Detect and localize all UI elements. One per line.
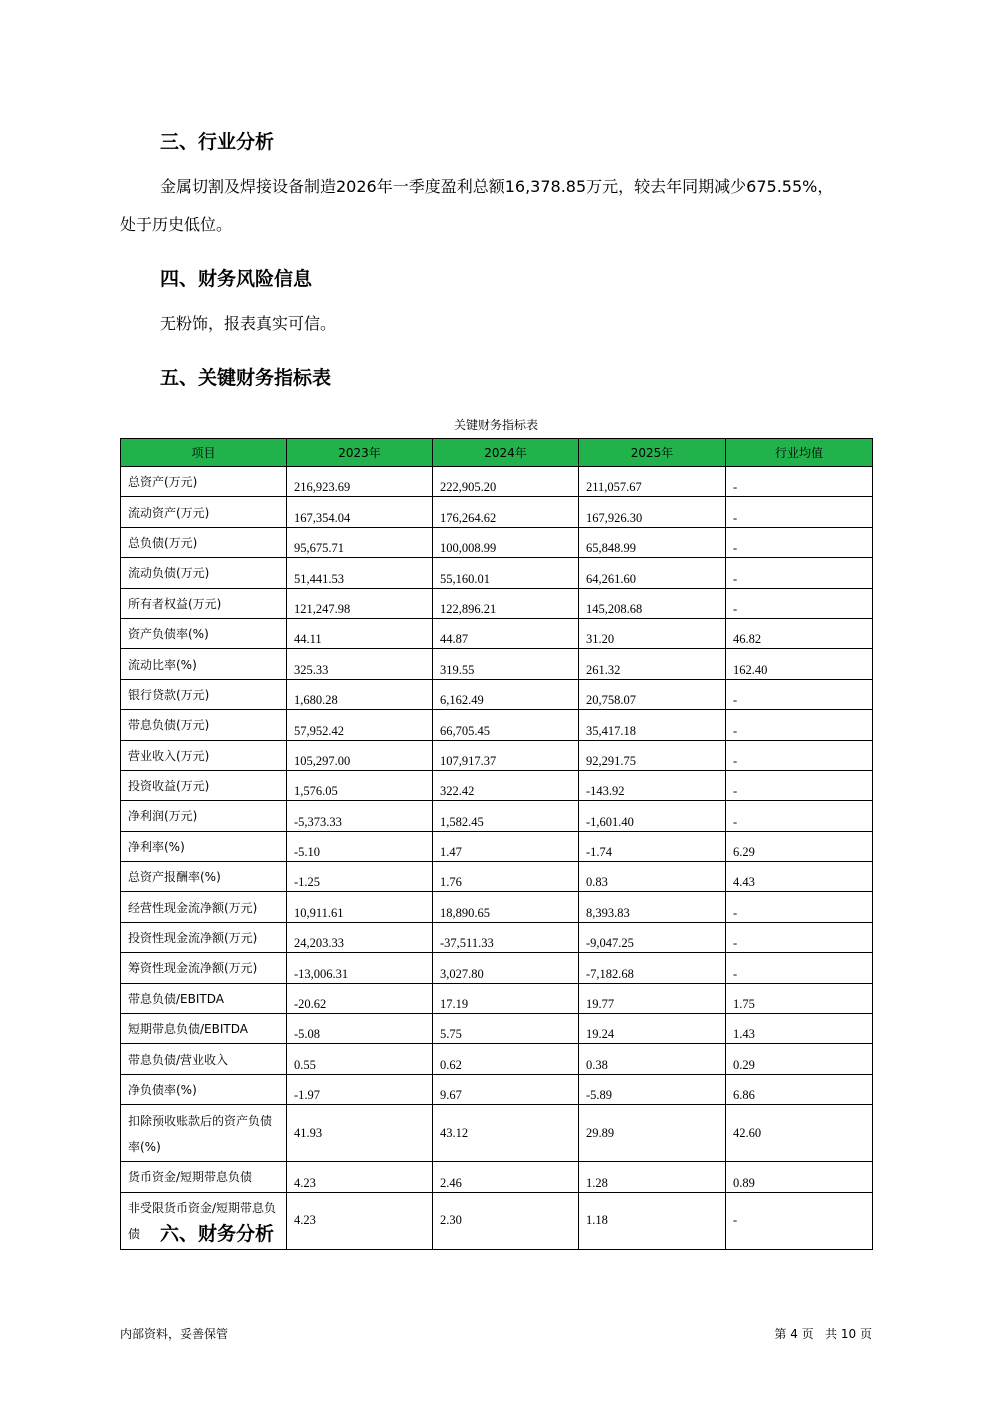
row-label: 筹资性现金流净额(万元) (121, 953, 287, 983)
row-value: 4.23 (287, 1162, 433, 1192)
row-value: - (726, 497, 873, 527)
row-value: -1,601.40 (579, 801, 726, 831)
table-row (121, 497, 873, 527)
table-row (121, 1044, 873, 1074)
page-number: 第 4 页 共 10 页 (774, 1327, 872, 1341)
table-row (121, 801, 873, 831)
row-value: 4.23 (287, 1192, 433, 1249)
table-row (121, 558, 873, 588)
row-value: 1.75 (726, 983, 873, 1013)
row-value: 1.43 (726, 1014, 873, 1044)
row-label: 投资性现金流净额(万元) (121, 922, 287, 952)
table-row (121, 983, 873, 1013)
row-value: -1.97 (287, 1074, 433, 1104)
row-label: 流动负债(万元) (121, 558, 287, 588)
row-value: - (726, 953, 873, 983)
row-value: 0.55 (287, 1044, 433, 1074)
row-value: - (726, 892, 873, 922)
table-row (121, 679, 873, 709)
row-label: 净利润(万元) (121, 801, 287, 831)
table-row (121, 618, 873, 648)
row-value: 57,952.42 (287, 710, 433, 740)
row-label: 带息负债/EBITDA (121, 983, 287, 1013)
row-value: - (726, 770, 873, 800)
row-value: 51,441.53 (287, 558, 433, 588)
row-value: 24,203.33 (287, 922, 433, 952)
row-value: 319.55 (433, 649, 579, 679)
row-value: 3,027.80 (433, 953, 579, 983)
row-value: 4.43 (726, 862, 873, 892)
row-value: 1,680.28 (287, 679, 433, 709)
row-label: 流动比率(%) (121, 649, 287, 679)
row-value: -37,511.33 (433, 922, 579, 952)
row-value: 95,675.71 (287, 527, 433, 557)
table-caption: 关键财务指标表 (453, 418, 538, 432)
row-value: 6.29 (726, 831, 873, 861)
table-row (121, 862, 873, 892)
row-value: 6,162.49 (433, 679, 579, 709)
row-value: 1.18 (579, 1192, 726, 1249)
header-2025: 2025年 (579, 439, 726, 467)
row-value: 42.60 (726, 1105, 873, 1162)
row-value: 0.29 (726, 1044, 873, 1074)
row-value: 1,576.05 (287, 770, 433, 800)
row-value: - (726, 1192, 873, 1249)
row-value: 167,354.04 (287, 497, 433, 527)
row-value: 167,926.30 (579, 497, 726, 527)
row-value: -5,373.33 (287, 801, 433, 831)
section-4-text: 无粉饰，报表真实可信。 (160, 314, 337, 333)
table-row (121, 740, 873, 770)
row-value: 107,917.37 (433, 740, 579, 770)
row-value: 176,264.62 (433, 497, 579, 527)
table-row (121, 953, 873, 983)
row-label: 净负债率(%) (121, 1074, 287, 1104)
row-label: 资产负债率(%) (121, 618, 287, 648)
row-label: 货币资金/短期带息负债 (121, 1162, 287, 1192)
table-row (121, 770, 873, 800)
row-value: 0.62 (433, 1044, 579, 1074)
row-value: -5.08 (287, 1014, 433, 1044)
row-value: - (726, 801, 873, 831)
row-value: 19.77 (579, 983, 726, 1013)
table-row (121, 892, 873, 922)
row-label: 经营性现金流净额(万元) (121, 892, 287, 922)
row-value: - (726, 922, 873, 952)
row-value: - (726, 588, 873, 618)
row-value: 29.89 (579, 1105, 726, 1162)
row-value: 19.24 (579, 1014, 726, 1044)
row-label: 银行贷款(万元) (121, 679, 287, 709)
section-4-title: 四、财务风险信息 (160, 268, 313, 290)
row-value: -9,047.25 (579, 922, 726, 952)
row-value: -1.74 (579, 831, 726, 861)
row-value: -20.62 (287, 983, 433, 1013)
row-value: 20,758.07 (579, 679, 726, 709)
table-row (121, 588, 873, 618)
table-row (121, 710, 873, 740)
row-value: 55,160.01 (433, 558, 579, 588)
table-row (121, 922, 873, 952)
row-value: -143.92 (579, 770, 726, 800)
row-value: -1.25 (287, 862, 433, 892)
row-value: 325.33 (287, 649, 433, 679)
row-value: 322.42 (433, 770, 579, 800)
row-value: -5.10 (287, 831, 433, 861)
row-label: 总资产报酬率(%) (121, 862, 287, 892)
row-value: 2.46 (433, 1162, 579, 1192)
row-value: 0.89 (726, 1162, 873, 1192)
row-value: 121,247.98 (287, 588, 433, 618)
row-value: 100,008.99 (433, 527, 579, 557)
row-value: 44.11 (287, 618, 433, 648)
row-value: 64,261.60 (579, 558, 726, 588)
row-value: - (726, 467, 873, 497)
row-value: 0.38 (579, 1044, 726, 1074)
row-value: 1,582.45 (433, 801, 579, 831)
row-value: 65,848.99 (579, 527, 726, 557)
row-value: 35,417.18 (579, 710, 726, 740)
table-row (121, 831, 873, 861)
row-label: 营业收入(万元) (121, 740, 287, 770)
row-value: - (726, 527, 873, 557)
row-value: 2.30 (433, 1192, 579, 1249)
row-value: 1.28 (579, 1162, 726, 1192)
row-value: - (726, 740, 873, 770)
header-2024: 2024年 (433, 439, 579, 467)
row-value: 216,923.69 (287, 467, 433, 497)
row-label: 净利率(%) (121, 831, 287, 861)
row-value: 222,905.20 (433, 467, 579, 497)
row-label: 所有者权益(万元) (121, 588, 287, 618)
section-3-text-line1: 金属切割及焊接设备制造2026年一季度盈利总额16,378.85万元，较去年同期减少675.55%， (160, 177, 834, 196)
row-label: 带息负债(万元) (121, 710, 287, 740)
row-label: 扣除预收账款后的资产负债率(%) (121, 1105, 287, 1162)
row-value: -13,006.31 (287, 953, 433, 983)
row-value: 66,705.45 (433, 710, 579, 740)
row-value: -5.89 (579, 1074, 726, 1104)
row-value: 46.82 (726, 618, 873, 648)
table-row (121, 649, 873, 679)
row-label: 总资产(万元) (121, 467, 287, 497)
row-value: 261.32 (579, 649, 726, 679)
row-label: 流动资产(万元) (121, 497, 287, 527)
row-value: 6.86 (726, 1074, 873, 1104)
row-label: 总负债(万元) (121, 527, 287, 557)
row-label: 短期带息负债/EBITDA (121, 1014, 287, 1044)
row-value: 10,911.61 (287, 892, 433, 922)
header-2023: 2023年 (287, 439, 433, 467)
row-value: 211,057.67 (579, 467, 726, 497)
row-value: 41.93 (287, 1105, 433, 1162)
row-value: 92,291.75 (579, 740, 726, 770)
row-value: 17.19 (433, 983, 579, 1013)
row-value: 18,890.65 (433, 892, 579, 922)
footer-confidential: 内部资料，妥善保管 (120, 1327, 229, 1341)
row-value: 162.40 (726, 649, 873, 679)
row-value: - (726, 558, 873, 588)
table-row (121, 467, 873, 497)
row-value: 5.75 (433, 1014, 579, 1044)
table-row (121, 1014, 873, 1044)
header-item: 项目 (121, 439, 287, 467)
section-3-title: 三、行业分析 (160, 131, 275, 153)
section-5-title: 五、关键财务指标表 (160, 367, 332, 389)
row-value: 122,896.21 (433, 588, 579, 618)
row-label: 投资收益(万元) (121, 770, 287, 800)
row-value: - (726, 679, 873, 709)
table-row (121, 527, 873, 557)
row-label: 非受限货币资金/短期带息负债 (121, 1192, 287, 1249)
section-6-title: 六、财务分析 (160, 1223, 275, 1245)
table-header-row (121, 439, 873, 467)
table-row (121, 1105, 873, 1162)
section-3-text-line2: 处于历史低位。 (120, 215, 233, 234)
row-value: 44.87 (433, 618, 579, 648)
header-industry-average: 行业均值 (726, 439, 873, 467)
row-value: - (726, 710, 873, 740)
row-value: 31.20 (579, 618, 726, 648)
row-value: 105,297.00 (287, 740, 433, 770)
row-value: 8,393.83 (579, 892, 726, 922)
row-value: 145,208.68 (579, 588, 726, 618)
financial-indicators-table (120, 438, 873, 1250)
row-value: 43.12 (433, 1105, 579, 1162)
row-value: 1.47 (433, 831, 579, 861)
table-row (121, 1074, 873, 1104)
row-label: 带息负债/营业收入 (121, 1044, 287, 1074)
row-value: -7,182.68 (579, 953, 726, 983)
row-value: 0.83 (579, 862, 726, 892)
row-value: 9.67 (433, 1074, 579, 1104)
table-row (121, 1162, 873, 1192)
row-value: 1.76 (433, 862, 579, 892)
